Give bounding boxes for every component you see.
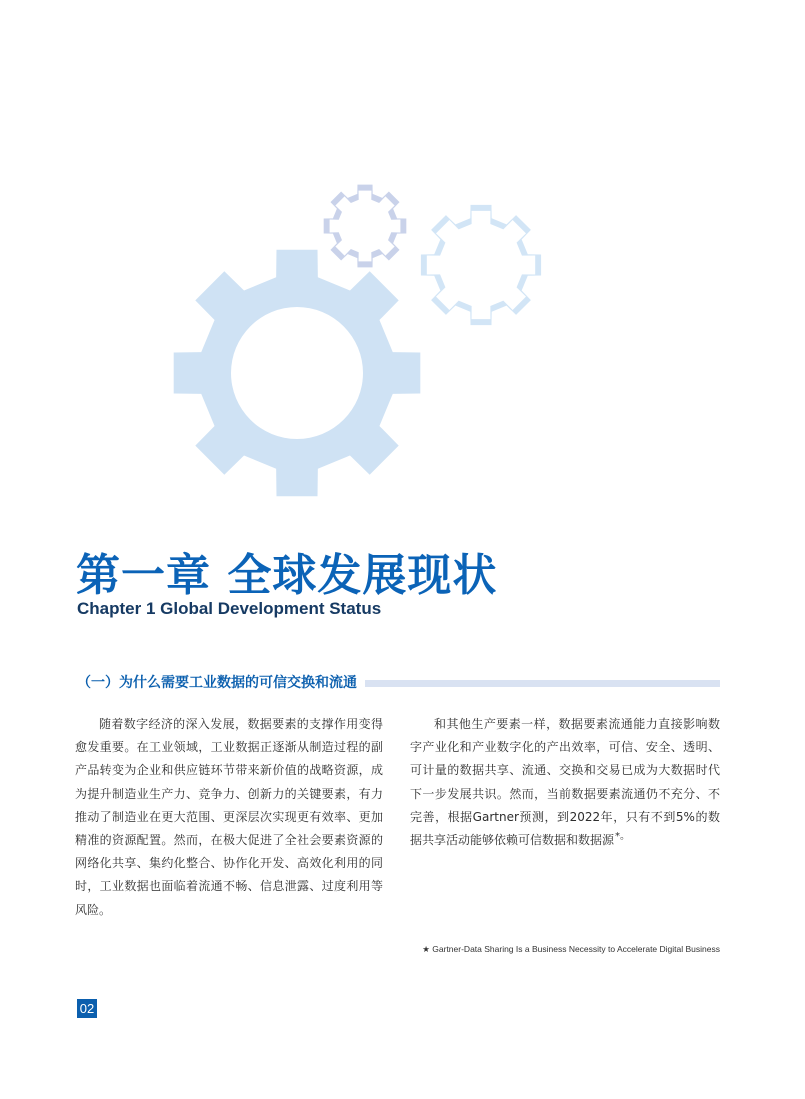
footnote-marker: *。 — [615, 831, 631, 843]
medium-gear-outline-icon — [421, 205, 541, 325]
section-heading — [77, 672, 720, 694]
large-gear-icon — [174, 250, 421, 497]
page-number: 02 — [77, 999, 97, 1018]
gear-illustration — [0, 0, 805, 520]
chapter-title: 第一章 全球发展现状 — [76, 550, 498, 601]
small-gear-outline-icon — [324, 185, 407, 268]
body-paragraph-right — [410, 713, 720, 853]
body-paragraph-right-text: 和其他生产要素一样，数据要素流通能力直接影响数字产业化和产业数字化的产出效率，可信、安全、透明、可计量的数据共享、流通、交换和交易已成为大数据时代下一步发展共识。然而，当前数据要素流通仍不充分、不完善，根据Gartner预测，到2022年，只有不到5%的数据共享活动能够依赖可信数据和数据源 — [410, 717, 720, 848]
footnote: ★ Gartner-Data Sharing Is a Business Necessity to Accelerate Digital Business — [422, 944, 720, 954]
section-heading-text: （一）为什么需要工业数据的可信交换和流通 — [77, 675, 357, 691]
chapter-subtitle: Chapter 1 Global Development Status — [77, 599, 382, 618]
body-paragraph-left: 随着数字经济的深入发展，数据要素的支撑作用变得愈发重要。在工业领域，工业数据正逐渐从制造过程的副产品转变为企业和供应链环节带来新价值的战略资源，成为提升制造业生产力、竞争力、创新力的关键要素，有力推动了制造业在更大范围、更深层次实现更有效率、更加精准的资源配置。然而，在极大促进了全社会要素资源的网络化共享、集约化整合、协作化开发、高效化利用的同时，工业数据也面临着流通不畅、信息泄露、过度利用等风险。 — [75, 717, 383, 917]
section-divider — [365, 680, 720, 687]
